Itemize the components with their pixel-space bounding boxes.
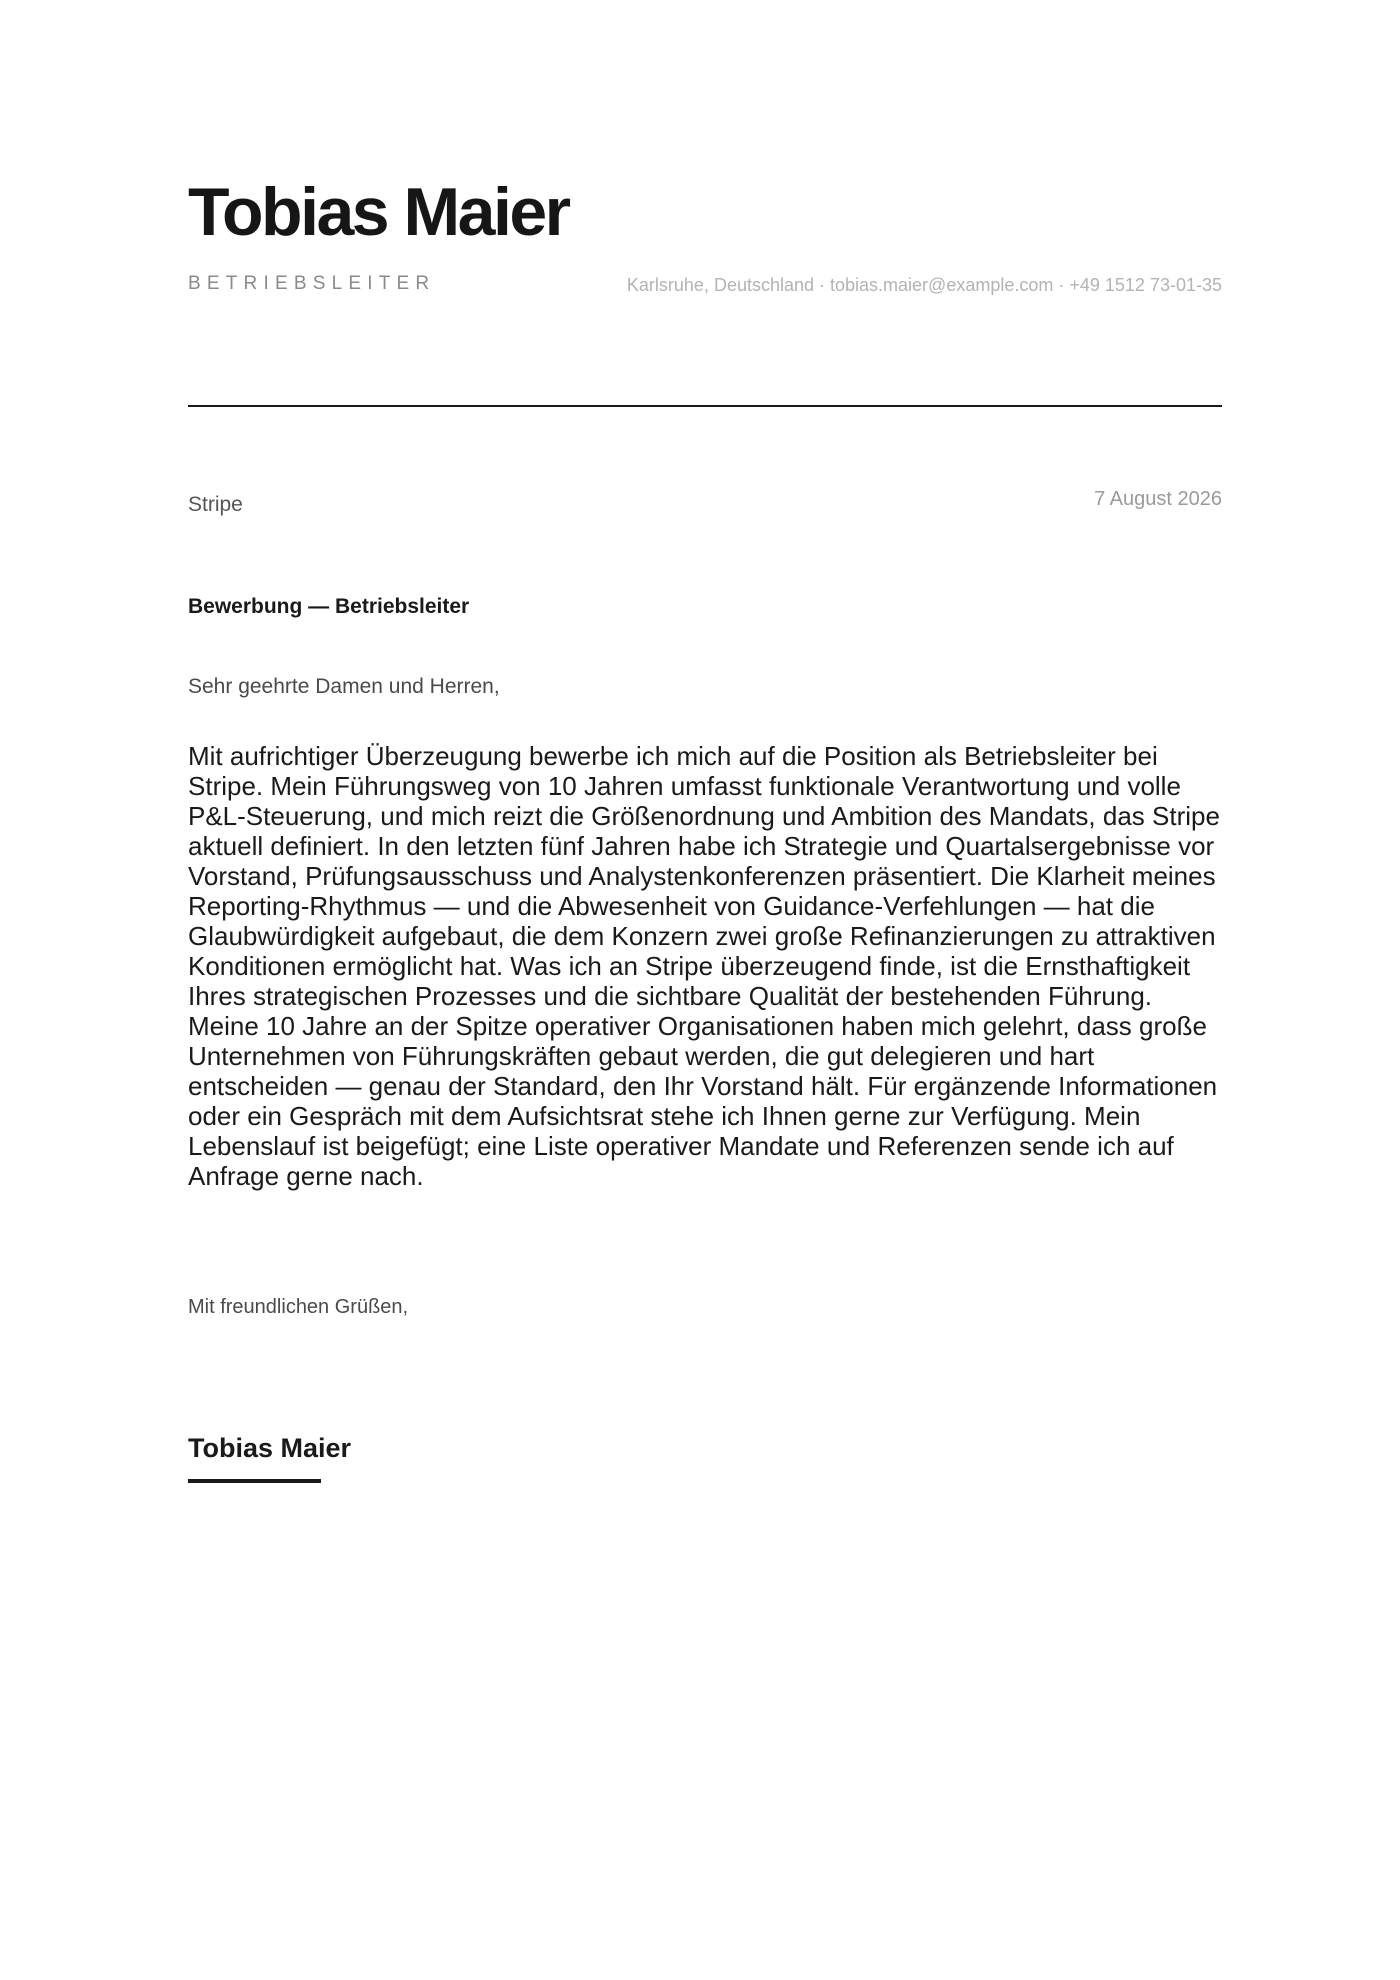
salutation: Sehr geehrte Damen und Herren, xyxy=(188,675,500,698)
sender-name: Tobias Maier xyxy=(188,174,569,250)
letter-page xyxy=(188,0,1222,1980)
letter-date: 7 August 2026 xyxy=(1094,488,1222,510)
letter-subject: Bewerbung — Betriebsleiter xyxy=(188,595,470,618)
closing: Mit freundlichen Grüßen, xyxy=(188,1296,409,1318)
signature-underline xyxy=(188,1479,321,1483)
header-divider xyxy=(188,405,1222,407)
signature-name: Tobias Maier xyxy=(188,1433,352,1463)
sender-role: BETRIEBSLEITER xyxy=(188,273,436,294)
letter-body: Mit aufrichtiger Überzeugung bewerbe ich mich auf die Position als Betriebsleiter bei Stripe. Mein Führungsweg von 10 Jahren umfasst funktionale Verantwortung und volle P&L-Steuerung, und mich reizt die Größenordnung und Ambition des Mandats, das Stripe aktuell definiert. In den letzten fünf Jahren habe ich Strategie und Quartalsergebnisse vor Vorstand, Prüfungsausschuss und Analystenkonferenzen präsentiert. Die Klarheit meines Reporting-Rhythmus — und die Abwesenheit von Guidance-Verfehlungen — hat die Glaubwürdigkeit aufgebaut, die dem Konzern zwei große Refinanzierungen zu attraktiven Konditionen ermöglicht hat. Was ich an Stripe überzeugend finde, ist die Ernsthaftigkeit Ihres strategischen Prozesses und die sichtbare Qualität der bestehenden Führung. Meine 10 Jahre an der Spitze operativer Organisationen haben mich gelehrt, dass große Unternehmen von Führungskräften gebaut werden, die gut delegieren und hart entscheiden — genau der Standard, den Ihr Vorstand hält. Für ergänzende Informationen oder ein Gespräch mit dem Aufsichtsrat stehe ich Ihnen gerne zur Verfügung. Mein Lebenslauf ist beigefügt; eine Liste operativer Mandate und Referenzen sende ich auf Anfrage gerne nach. xyxy=(188,741,1220,1191)
recipient: Stripe xyxy=(188,493,243,516)
sender-contact: Karlsruhe, Deutschland · tobias.maier@example.com · +49 1512 73-01-35 xyxy=(626,275,1222,295)
